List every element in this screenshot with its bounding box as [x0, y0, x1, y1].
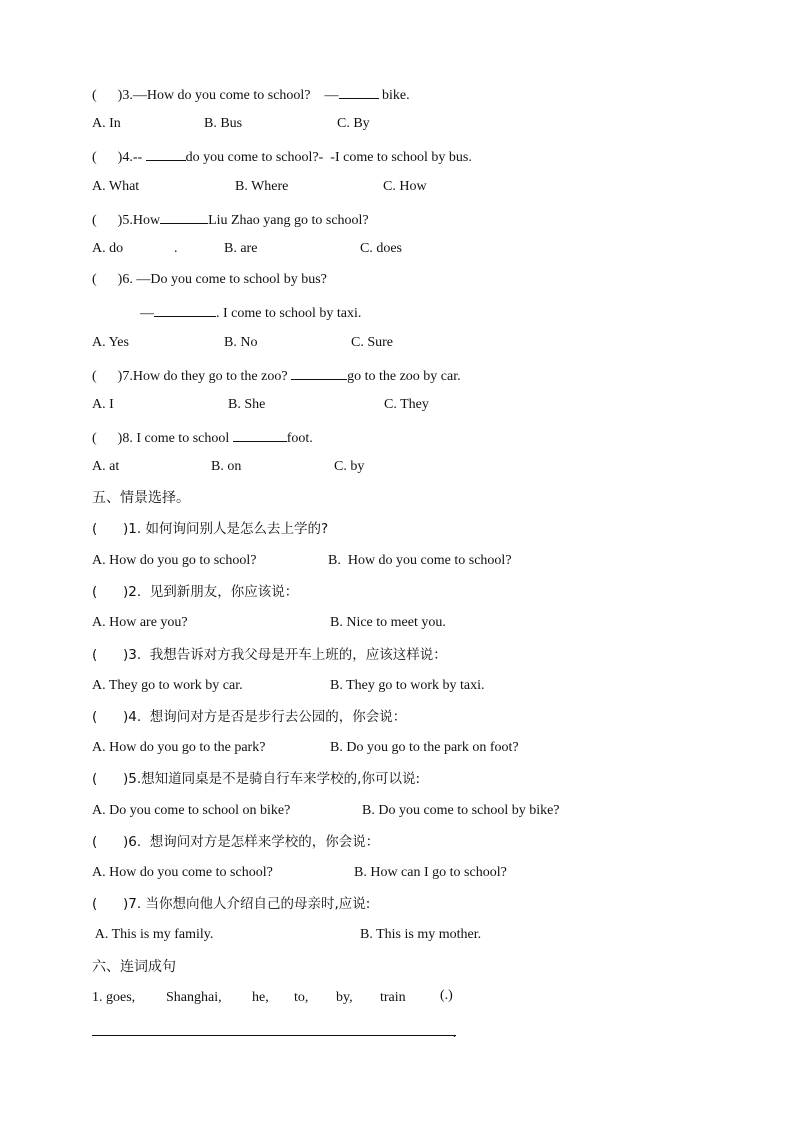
option-b: B. They go to work by taxi. [330, 678, 485, 693]
word-chip: by, [336, 990, 353, 1005]
option-b: B. Bus [204, 116, 243, 131]
question-text: . I come to school by taxi. [216, 306, 362, 321]
answer-paren: ( ) [92, 521, 129, 537]
option-b: B. Where [235, 179, 289, 194]
option-a: A. How do you go to school? [92, 553, 257, 568]
option-a: A. How are you? [92, 615, 188, 630]
question-4 [92, 146, 472, 167]
end-punctuation: (.) [440, 988, 453, 1003]
word-chip: Shanghai, [166, 990, 222, 1005]
situation-question [92, 833, 379, 851]
option-b: B. She [228, 397, 266, 412]
question-text: 1. 如何询问别人是怎么去上学的? [128, 521, 329, 537]
option-a: A. What [92, 179, 140, 194]
question-text: bike. [378, 88, 410, 103]
option-a: A. do [92, 241, 124, 256]
question-text: 2. 见到新朋友，你应该说： [128, 584, 299, 600]
situation-question [92, 895, 370, 913]
question-text: go to the zoo by car. [347, 369, 461, 384]
question-text: 5.想知道同桌是不是骑自行车来学校的,你可以说: [128, 771, 421, 787]
situation-question [92, 520, 328, 538]
answer-paren: ( ) [92, 88, 123, 103]
situation-question [92, 646, 447, 664]
option-c: C. does [360, 241, 402, 256]
answer-dot: . [453, 1026, 456, 1040]
question-text: 4. 想询问对方是否是步行去公园的，你会说： [128, 709, 407, 725]
option-c: C. By [337, 116, 370, 131]
answer-paren: ( ) [92, 709, 129, 725]
option-b: B. Nice to meet you. [330, 615, 446, 630]
word-chip: to, [294, 990, 309, 1005]
question-5 [92, 209, 369, 230]
fill-blank[interactable] [146, 146, 186, 161]
option-c: C. They [384, 397, 429, 412]
question-text: do you come to school?- -I come to school by bus. [185, 150, 472, 165]
question-text: 3.—How do you come to school? — [122, 88, 339, 103]
question-text: 7.How do they go to the zoo? [122, 369, 292, 384]
word-chip: he, [252, 990, 269, 1005]
option-a: A. at [92, 459, 120, 474]
option-a: A. Yes [92, 335, 129, 350]
question-text: 6. —Do you come to school by bus? [122, 272, 327, 287]
fill-blank[interactable] [160, 209, 208, 224]
question-text: 3. 我想告诉对方我父母是开车上班的，应该这样说： [128, 647, 447, 663]
fill-blank[interactable] [154, 302, 216, 317]
option-b: B. Do you go to the park on foot? [330, 740, 519, 755]
answer-paren: ( ) [92, 771, 129, 787]
question-6-reply [140, 302, 361, 323]
question-text: 5.How [122, 213, 161, 228]
word-order-question-number: 1. goes, [92, 990, 136, 1005]
question-text: 7. 当你想向他人介绍自己的母亲时,应说: [128, 896, 371, 912]
section-title: 五、情景选择。 [92, 490, 190, 506]
question-text: 4.-- [122, 150, 146, 165]
answer-paren: ( ) [92, 584, 129, 600]
option-c: C. Sure [351, 335, 393, 350]
situation-question [92, 770, 420, 788]
question-3 [92, 84, 410, 105]
option-a: A. This is my family. [92, 927, 214, 942]
question-text: Liu Zhao yang go to school? [208, 213, 369, 228]
answer-line[interactable] [92, 1035, 456, 1036]
answer-paren: ( ) [92, 272, 123, 287]
question-text: 8. I come to school [122, 431, 233, 446]
option-b: B. No [224, 335, 258, 350]
option-b: B. Do you come to school by bike? [362, 803, 560, 818]
fill-blank[interactable] [339, 84, 379, 99]
situation-question [92, 583, 298, 601]
question-text: foot. [286, 431, 313, 446]
answer-paren: ( ) [92, 896, 129, 912]
question-7 [92, 365, 461, 386]
option-a: A. They go to work by car. [92, 678, 243, 693]
option-a: A. Do you come to school on bike? [92, 803, 291, 818]
answer-paren: ( ) [92, 431, 123, 446]
situation-question [92, 708, 406, 726]
option-c: C. How [383, 179, 427, 194]
question-8 [92, 427, 313, 448]
option-a: A. How do you go to the park? [92, 740, 266, 755]
answer-paren: ( ) [92, 369, 123, 384]
option-b: B. are [224, 241, 258, 256]
answer-paren: ( ) [92, 213, 123, 228]
fill-blank[interactable] [291, 365, 347, 380]
fill-blank[interactable] [233, 427, 287, 442]
option-a: A. I [92, 397, 114, 412]
option-a: A. How do you come to school? [92, 865, 273, 880]
answer-paren: ( ) [92, 647, 129, 663]
answer-paren: ( ) [92, 150, 123, 165]
stray-mark: . [174, 241, 178, 256]
option-b: B. on [211, 459, 242, 474]
section-title: 六、连词成句 [92, 959, 176, 975]
answer-paren: ( ) [92, 834, 129, 850]
option-b: B. How do you come to school? [328, 553, 512, 568]
question-6 [92, 271, 327, 289]
question-text: — [140, 306, 154, 321]
word-chip: train [380, 990, 406, 1005]
question-text: 6. 想询问对方是怎样来学校的，你会说： [128, 834, 380, 850]
option-c: C. by [334, 459, 365, 474]
option-b: B. This is my mother. [360, 927, 482, 942]
option-b: B. How can I go to school? [354, 865, 507, 880]
option-a: A. In [92, 116, 121, 131]
